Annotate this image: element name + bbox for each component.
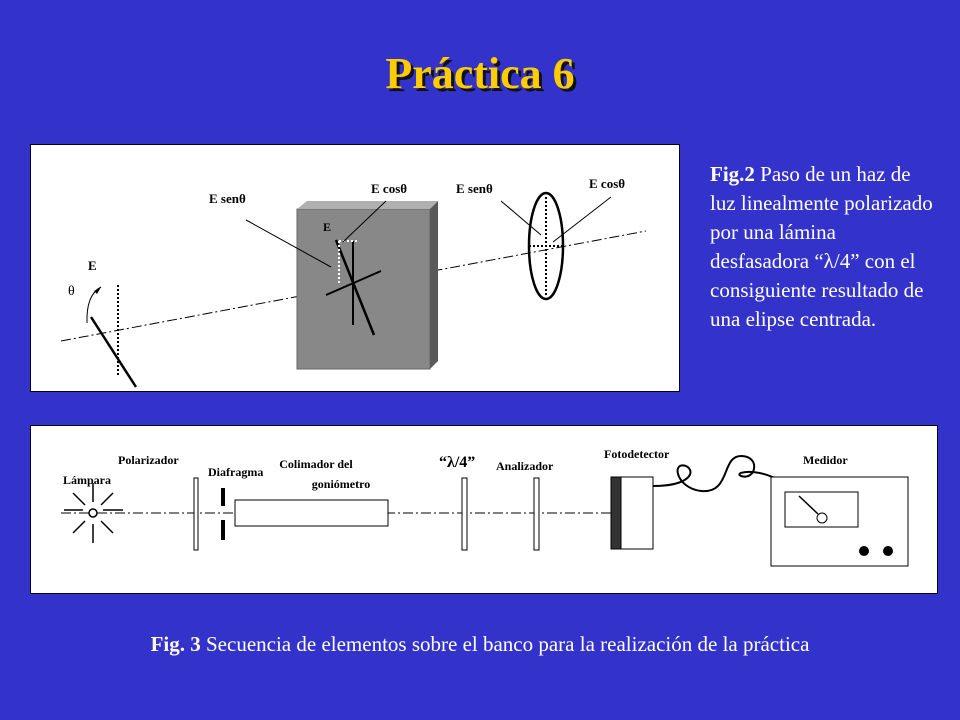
collimator bbox=[235, 500, 388, 526]
waveplate-face bbox=[297, 209, 430, 369]
fig2-caption bbox=[710, 160, 935, 334]
label-colimador-2: goniómetro bbox=[311, 477, 371, 491]
fig3-diagram bbox=[31, 426, 937, 593]
waveplate-side bbox=[430, 201, 438, 369]
label-colimador-1: Colimador del bbox=[279, 457, 353, 471]
fig2-caption-label: Fig.2 bbox=[710, 162, 755, 186]
polarizer bbox=[194, 478, 198, 550]
meter-knob-right bbox=[883, 546, 893, 556]
meter-knob-left bbox=[859, 546, 869, 556]
label-e-sen-2: E senθ bbox=[456, 181, 493, 196]
photodetector-body bbox=[621, 477, 653, 549]
label-fotodetector: Fotodetector bbox=[604, 447, 670, 461]
label-medidor: Medidor bbox=[803, 453, 848, 467]
quarter-wave-plate bbox=[462, 478, 467, 550]
detector-cable bbox=[653, 456, 791, 491]
slide-title: Práctica 6 bbox=[385, 49, 575, 98]
photodetector-face bbox=[611, 477, 621, 549]
angle-arrowhead bbox=[94, 287, 101, 294]
label-e-left: E bbox=[88, 258, 97, 273]
label-polarizador: Polarizador bbox=[118, 453, 179, 467]
meter-needle-pivot bbox=[817, 513, 827, 523]
fig3-caption-label: Fig. 3 bbox=[150, 632, 201, 656]
waveplate-top bbox=[297, 201, 438, 209]
fig2-caption-text: Paso de un haz de luz linealmente polarizado por una lámina desfasadora “λ/4” con el consiguiente resultado de una elipse centrada. bbox=[710, 162, 933, 331]
label-e-plate: E bbox=[323, 220, 332, 234]
label-analizador: Analizador bbox=[496, 459, 554, 473]
label-e-cos-1: E cosθ bbox=[371, 181, 408, 196]
label-theta: θ bbox=[68, 284, 75, 299]
fig2-diagram-panel bbox=[30, 144, 680, 392]
fig3-caption-text: Secuencia de elementos sobre el banco para la realización de la práctica bbox=[200, 632, 810, 656]
polarization-vector-left bbox=[91, 317, 136, 387]
label-e-cos-2: E cosθ bbox=[589, 176, 626, 191]
label-lambda4: “λ/4” bbox=[439, 454, 476, 471]
analyzer bbox=[534, 478, 539, 550]
fig2-diagram bbox=[31, 145, 679, 391]
label-lampara: Lámpara bbox=[63, 473, 111, 487]
fig3-caption bbox=[0, 632, 960, 657]
angle-arc bbox=[87, 287, 101, 323]
label-diafragma: Diafragma bbox=[208, 465, 264, 479]
lamp-icon bbox=[64, 483, 123, 543]
fig3-diagram-panel bbox=[30, 425, 938, 594]
label-e-sen-1: E senθ bbox=[209, 191, 246, 206]
